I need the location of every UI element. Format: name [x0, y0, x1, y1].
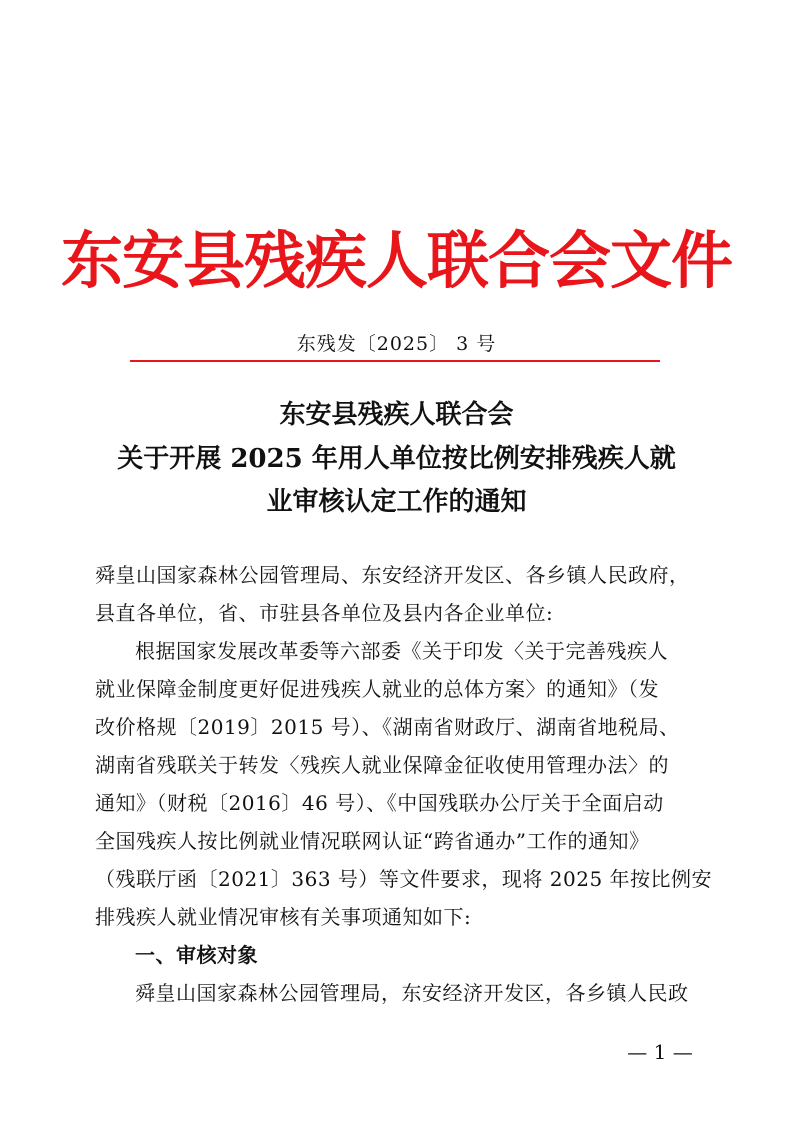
- addressee-line: 县直各单位，省、市驻县各单位及县内各企业单位:: [95, 601, 554, 625]
- paragraph-line: 湖南省残联关于转发〈残疾人就业保障金征收使用管理办法〉的: [95, 753, 669, 777]
- red-divider-line: [130, 360, 660, 362]
- paragraph-line: 改价格规〔2019〕2015 号）、《湖南省财政厅、湖南省地税局、: [95, 715, 680, 739]
- notice-title-line-2: 关于开展 2025 年用人单位按比例安排残疾人就: [117, 444, 676, 474]
- page-number: — 1 —: [627, 1040, 693, 1064]
- paragraph-line: 就业保障金制度更好促进残疾人就业的总体方案〉的通知》（发: [95, 677, 659, 701]
- paragraph-line: 根据国家发展改革委等六部委《关于印发〈关于完善残疾人: [135, 639, 668, 663]
- section-heading: 一、审核对象: [135, 943, 258, 967]
- paragraph-line: 通知》（财税〔2016〕46 号）、《中国残联办公厅关于全面启动: [95, 791, 664, 815]
- document-number: 东残发〔2025〕 3 号: [296, 333, 497, 355]
- document-masthead: 东安县残疾人联合会文件: [60, 224, 732, 297]
- notice-title-line-3: 业审核认定工作的通知: [266, 487, 527, 517]
- addressee-block: [95, 556, 715, 632]
- notice-title-line-1: 东安县残疾人联合会: [279, 400, 514, 430]
- paragraph-line: （残联厅函〔2021〕363 号）等文件要求，现将 2025 年按比例安: [95, 867, 713, 891]
- section-text-line: 舜皇山国家森林公园管理局，东安经济开发区，各乡镇人民政: [135, 981, 689, 1005]
- section-block: [95, 936, 715, 1012]
- paragraph-line: 全国残疾人按比例就业情况联网认证“跨省通办”工作的通知》: [95, 829, 650, 853]
- addressee-line: 舜皇山国家森林公园管理局、东安经济开发区、各乡镇人民政府，: [95, 563, 690, 587]
- paragraph-line: 排残疾人就业情况审核有关事项通知如下:: [95, 905, 472, 929]
- body-paragraph: [95, 632, 715, 936]
